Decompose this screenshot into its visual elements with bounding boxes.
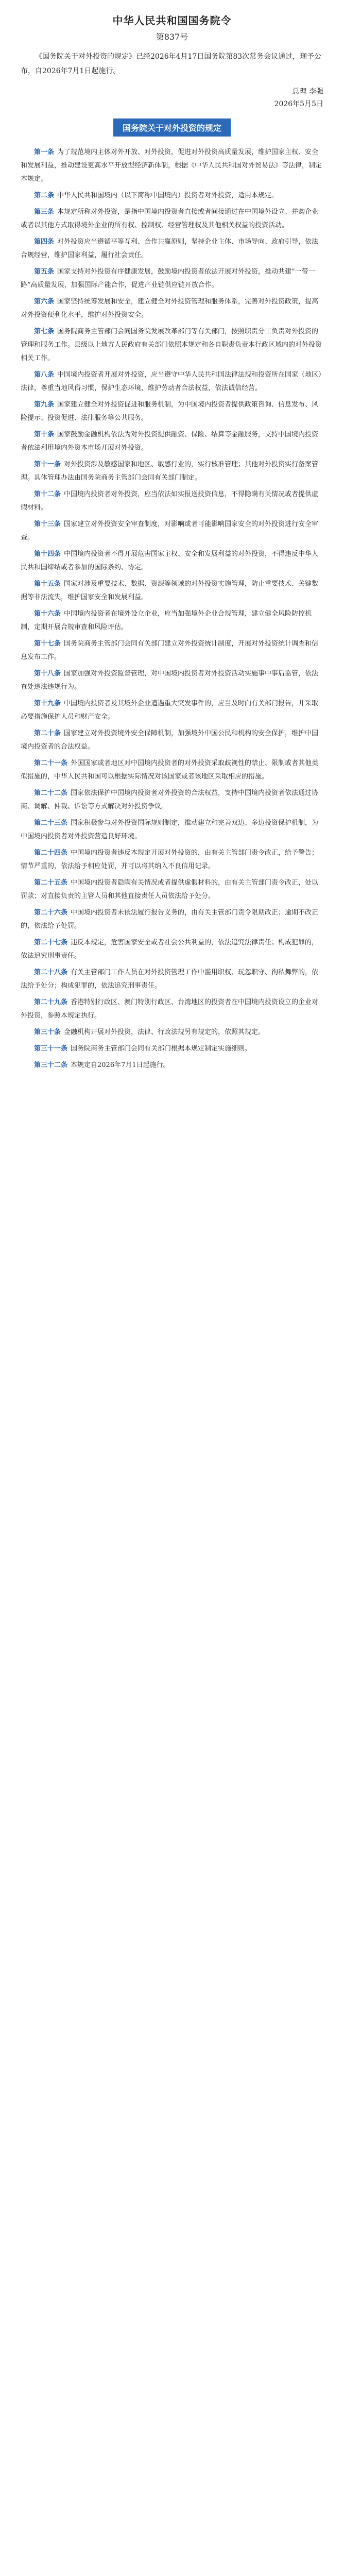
article-number: 第三条 <box>34 208 55 216</box>
article <box>21 458 323 485</box>
article <box>21 265 323 292</box>
article <box>21 548 323 574</box>
article-number: 第十七条 <box>34 640 61 648</box>
article-number: 第二十八条 <box>34 969 68 976</box>
article-number: 第十六条 <box>34 610 61 618</box>
article-number: 第十五条 <box>34 580 61 588</box>
article-number: 第三十一条 <box>34 1045 68 1053</box>
article-number: 第八条 <box>34 371 55 379</box>
article-text: 国家建立对外投资境外安全保障机制，加强境外中国公民和机构的安全保护，维护中国境内投资者的合法权益。 <box>21 730 319 751</box>
article-number: 第二十二条 <box>34 789 68 797</box>
article-text: 中华人民共和国境内（以下简称中国境内）投资者对外投资，适用本规定。 <box>57 192 279 199</box>
article-number: 第三十二条 <box>34 1061 68 1069</box>
article-text: 中国境内投资者对外投资，应当依法如实报送投资信息，不得隐瞒有关情况或者提供虚假材料。 <box>21 490 319 512</box>
article <box>21 189 323 202</box>
document-header <box>21 12 323 42</box>
article-text: 本规定自2026年7月1日起施行。 <box>71 1061 170 1069</box>
article-text: 国务院商务主管部门会同有关部门根据本规定制定实施细则。 <box>71 1045 252 1053</box>
article-text: 为了规范境内主体对外开放、对外投资，促进对外投资高质量发展，维护国家主权、安全和发展利益，推动建设更高水平开放型经济新体制，根据《中华人民共和国对外贸易法》等法律，制定本规定。 <box>21 148 322 183</box>
article-number: 第七条 <box>34 328 55 335</box>
article-text: 国务院商务主管部门会同国务院发展改革部门等有关部门，按照职责分工负责对外投资的管理和服务工作。县级以上地方人民政府有关部门依照本规定和各自职责负责本行政区域内的对外投资相关工作。 <box>21 328 322 362</box>
article-number: 第十九条 <box>34 700 61 707</box>
article-text: 违反本规定，危害国家安全或者社会公共利益的，依法追究法律责任；构成犯罪的，依法追究刑事责任。 <box>21 939 319 960</box>
article-number: 第二十四条 <box>34 849 68 857</box>
article <box>21 206 323 232</box>
signature-date: 2026年5月5日 <box>274 100 323 108</box>
article-text: 国家建立健全对外投资促进和服务机制，为中国境内投资者提供政策咨询、信息发布、风险提示、投资促进、法律服务等公共服务。 <box>21 401 319 422</box>
article <box>21 787 323 814</box>
article-text: 国家加强对外投资监督管理，对中国境内投资者对外投资活动实施事中事后监管，依法查处违法违规行为。 <box>21 670 319 691</box>
article <box>21 578 323 604</box>
article-number: 第六条 <box>34 298 55 306</box>
article-number: 第二条 <box>34 192 55 199</box>
article <box>21 966 323 993</box>
regulation-title-wrap <box>21 118 323 137</box>
article-text: 金融机构开展对外投资，法律、行政法规另有规定的，依照其规定。 <box>64 1028 265 1036</box>
article-text: 香港特别行政区、澳门特别行政区、台湾地区的投资者在中国境内投资设立的企业对外投资，参照本规定执行。 <box>21 998 319 1020</box>
article <box>21 757 323 784</box>
article-number: 第二十三条 <box>34 819 68 827</box>
article-number: 第四条 <box>34 238 55 246</box>
article-text: 外国国家或者地区对中国境内投资者的对外投资采取歧视性的禁止、限制或者其他类似措施的，中华人民共和国可以根据实际情况对该国家或者该地区采取相应的措施。 <box>21 759 319 781</box>
article-text: 中国境内投资者不得开展危害国家主权、安全和发展利益的对外投资，不得违反中华人民共和国缔结或者参加的国际条约、协定。 <box>21 550 319 571</box>
article-number: 第二十九条 <box>34 998 68 1006</box>
article <box>21 488 323 515</box>
article-text: 国家坚持统筹发展和安全，建立健全对外投资管理和服务体系，完善对外投资政策，提高对外投资便利化水平，维护对外投资安全。 <box>21 298 319 319</box>
article-number: 第二十六条 <box>34 909 68 917</box>
article-text: 国家建立对外投资安全审查制度，对影响或者可能影响国家安全的对外投资进行安全审查。 <box>21 520 319 541</box>
article-text: 中国境内投资者违反本规定开展对外投资的，由有关主管部门责令改正，给予警告；情节严重的，依法给予相应处罚，并可以将其纳入不良信用记录。 <box>21 849 319 870</box>
articles-list <box>21 146 323 1072</box>
article-text: 国务院商务主管部门会同有关部门建立对外投资统计制度，开展对外投资统计调查和信息发布工作。 <box>21 640 319 661</box>
article <box>21 817 323 843</box>
article-number: 第二十七条 <box>34 939 68 946</box>
article <box>21 1026 323 1039</box>
decree-number: 第837号 <box>156 32 188 42</box>
article-number: 第十三条 <box>34 520 61 528</box>
article <box>21 607 323 634</box>
article <box>21 518 323 545</box>
article-number: 第三十条 <box>34 1028 61 1036</box>
article-text: 对外投资涉及敏感国家和地区、敏感行业的，实行核准管理；其他对外投资实行备案管理。具体管理办法由国务院商务主管部门会同有关部门制定。 <box>21 461 319 482</box>
article-text: 中国境内投资者未依法履行报告义务的，由有关主管部门责令限期改正；逾期不改正的，依法给予处罚。 <box>21 909 319 930</box>
article <box>21 667 323 694</box>
article-text: 国家鼓励金融机构依法为对外投资提供融资、保险、结算等金融服务，支持中国境内投资者依法利用境内外资本市场开展对外投资。 <box>21 431 319 452</box>
article-number: 第十八条 <box>34 670 61 677</box>
article-text: 本规定所称对外投资，是指中国境内投资者直接或者间接通过在中国境外设立、并购企业或者以其他方式取得境外企业的所有权、控制权、经营管理权及其他相关权益的投资活动。 <box>21 208 319 229</box>
article <box>21 876 323 903</box>
article-number: 第二十五条 <box>34 879 68 887</box>
article-number: 第十二条 <box>34 490 61 498</box>
article-number: 第五条 <box>34 268 55 276</box>
article-number: 第二十条 <box>34 730 61 737</box>
article-text: 国家积极参与对外投资国际规则制定，推动建立和完善双边、多边投资保护机制，为中国境内投资者对外投资营造良好环境。 <box>21 819 319 840</box>
article <box>21 428 323 455</box>
article-text: 对外投资应当遵循平等互利、合作共赢原则，坚持企业主体、市场导向、政府引导，依法合规经营，维护国家利益，履行社会责任。 <box>21 238 319 259</box>
article-number: 第十四条 <box>34 550 61 558</box>
article <box>21 697 323 724</box>
article <box>21 727 323 754</box>
article-number: 第一条 <box>34 148 55 156</box>
article-number: 第十一条 <box>34 461 61 468</box>
article-text: 国家对涉及重要技术、数据、资源等领域的对外投资实施管理，防止重要技术、关键数据等非法流失，维护国家安全和发展利益。 <box>21 580 319 601</box>
article <box>21 1042 323 1056</box>
regulation-title: 国务院关于对外投资的规定 <box>113 118 231 137</box>
article-text: 中国境内投资者在境外设立企业，应当加强境外企业合规管理，建立健全风险防控机制，定期开展合规审查和风险评估。 <box>21 610 312 631</box>
article-text: 中国境内投资者隐瞒有关情况或者提供虚假材料的，由有关主管部门责令改正，处以罚款；对直接负责的主管人员和其他直接责任人员依法给予处分。 <box>21 879 319 900</box>
article-text: 国家依法保护中国境内投资者对外投资的合法权益，支持中国境内投资者依法通过协商、调解、仲裁、诉讼等方式解决对外投资争议。 <box>21 789 319 810</box>
document-page <box>0 0 344 1090</box>
article-text: 国家支持对外投资有序健康发展，鼓励境内投资者依法开展对外投资，推动共建“一带一路”高质量发展，加强国际产能合作，促进产业链供应链开放合作。 <box>21 268 315 289</box>
article-number: 第二十一条 <box>34 759 68 767</box>
article-number: 第十条 <box>34 431 55 438</box>
decree-intro: 《国务院关于对外投资的规定》已经2026年4月17日国务院第83次常务会议通过，现予公布，自2026年7月1日起施行。 <box>21 53 322 75</box>
article <box>21 936 323 963</box>
article-text: 中国境内投资者开展对外投资，应当遵守中华人民共和国法律法规和投资所在国家（地区）法律，尊重当地风俗习惯，保护生态环境，维护劳动者合法权益，依法诚信经营。 <box>21 371 322 392</box>
article <box>21 235 323 262</box>
article <box>21 295 323 322</box>
article <box>21 996 323 1023</box>
signature-block <box>21 86 323 110</box>
article <box>21 146 323 186</box>
article <box>21 906 323 933</box>
decree-title: 中华人民共和国国务院令 <box>112 14 232 27</box>
article <box>21 846 323 873</box>
article-text: 中国境内投资者及其境外企业遭遇重大突发事件的，应当及时向有关部门报告，并采取必要措施保护人员和财产安全。 <box>21 700 319 721</box>
article-text: 有关主管部门工作人员在对外投资管理工作中滥用职权、玩忽职守、徇私舞弊的，依法给予处分；构成犯罪的，依法追究刑事责任。 <box>21 969 319 990</box>
article <box>21 1059 323 1072</box>
article <box>21 325 323 365</box>
article <box>21 398 323 425</box>
article <box>21 637 323 664</box>
article <box>21 368 323 395</box>
article-number: 第九条 <box>34 401 55 409</box>
signatory-name: 总理 李强 <box>292 88 323 96</box>
